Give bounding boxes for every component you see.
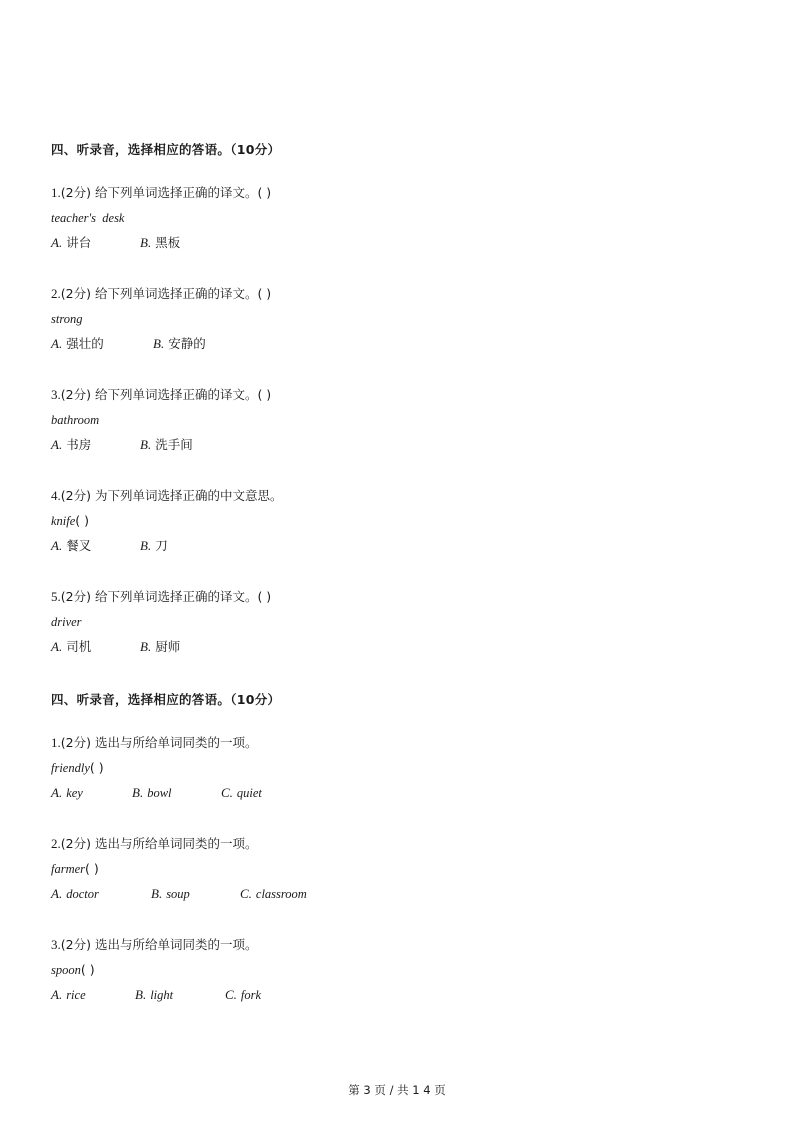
question-stem: [51, 385, 751, 410]
question-text: 给下列单词选择正确的译文。( ): [94, 589, 272, 604]
question-2: [51, 284, 751, 358]
question-number: 2.: [51, 286, 61, 301]
question-score: (2分): [60, 488, 91, 503]
options-row: [51, 233, 751, 257]
question-score: (2分): [60, 836, 91, 851]
option-letter: A.: [51, 437, 63, 452]
question-stem: [51, 733, 751, 758]
option-text: 厨师: [155, 639, 181, 654]
option-letter: A.: [51, 785, 63, 800]
option-a: [51, 435, 140, 455]
question-number: 3.: [51, 387, 61, 402]
option-text: 洗手间: [155, 437, 193, 452]
option-letter: B.: [140, 538, 152, 553]
options-row: [51, 435, 751, 459]
section-heading: 四、听录音，选择相应的答语。（10分）: [51, 142, 281, 157]
option-text: 安静的: [168, 336, 206, 351]
options-row: [51, 536, 751, 560]
option-text: 讲台: [66, 235, 92, 250]
option-text: key: [66, 786, 83, 800]
option-a: [51, 233, 140, 253]
option-letter: C.: [221, 785, 233, 800]
option-text: bowl: [147, 786, 172, 800]
option-letter: B.: [153, 336, 165, 351]
options-row: [51, 985, 751, 1009]
option-text: fork: [240, 988, 262, 1002]
question-stem: [51, 486, 751, 511]
question-word: [51, 758, 751, 783]
option-letter: A.: [51, 336, 63, 351]
question-stem: [51, 834, 751, 859]
option-letter: B.: [140, 639, 152, 654]
option-b: [135, 985, 225, 1005]
question-stem: [51, 284, 751, 309]
option-b: [140, 435, 193, 455]
option-text: 司机: [66, 639, 92, 654]
answer-blank: ( ): [75, 513, 90, 528]
answer-blank: ( ): [89, 760, 104, 775]
question-number: 1.: [51, 185, 61, 200]
option-b: [140, 536, 168, 556]
question-number: 5.: [51, 589, 61, 604]
option-letter: B.: [132, 785, 144, 800]
option-text: classroom: [255, 887, 307, 901]
question-number: 4.: [51, 488, 61, 503]
option-c: [240, 884, 307, 904]
question-text: 给下列单词选择正确的译文。( ): [94, 185, 272, 200]
options-row: [51, 334, 751, 358]
word-text: friendly: [51, 761, 90, 775]
option-c: [221, 783, 262, 803]
question-text: 选出与所给单词同类的一项。: [94, 836, 258, 851]
question-number: 1.: [51, 735, 61, 750]
word-text: spoon: [51, 963, 81, 977]
word-text: driver: [51, 615, 82, 629]
word-text: teacher's desk: [51, 211, 125, 225]
question-score: (2分): [60, 735, 91, 750]
section-heading: 四、听录音，选择相应的答语。（10分）: [51, 692, 281, 707]
option-text: 餐叉: [66, 538, 92, 553]
option-letter: A.: [51, 639, 63, 654]
question-3: [51, 385, 751, 459]
option-text: light: [150, 988, 174, 1002]
question-1: [51, 733, 751, 807]
option-text: doctor: [66, 887, 99, 901]
option-c: [225, 985, 261, 1005]
option-text: quiet: [236, 786, 262, 800]
question-text: 给下列单词选择正确的译文。( ): [94, 387, 272, 402]
option-b: [140, 637, 180, 657]
question-number: 3.: [51, 937, 61, 952]
question-stem: [51, 935, 751, 960]
question-text: 选出与所给单词同类的一项。: [94, 937, 258, 952]
option-letter: B.: [151, 886, 163, 901]
option-text: 黑板: [155, 235, 181, 250]
question-score: (2分): [60, 589, 91, 604]
question-score: (2分): [60, 937, 91, 952]
option-b: [151, 884, 240, 904]
question-1: [51, 183, 751, 257]
option-text: 书房: [66, 437, 92, 452]
option-a: [51, 637, 140, 657]
option-b: [140, 233, 180, 253]
option-letter: A.: [51, 886, 63, 901]
question-5: [51, 587, 751, 661]
question-score: (2分): [60, 387, 91, 402]
option-letter: A.: [51, 987, 63, 1002]
question-word: [51, 859, 751, 884]
question-word: [51, 612, 751, 637]
question-2: [51, 834, 751, 908]
question-text: 给下列单词选择正确的译文。( ): [94, 286, 272, 301]
option-a: [51, 536, 140, 556]
word-text: knife: [51, 514, 76, 528]
option-text: soup: [166, 887, 190, 901]
option-a: [51, 884, 151, 904]
option-text: rice: [66, 988, 86, 1002]
options-row: [51, 637, 751, 661]
question-stem: [51, 587, 751, 612]
word-text: farmer: [51, 862, 86, 876]
word-text: strong: [51, 312, 83, 326]
question-word: [51, 410, 751, 435]
question-3: [51, 935, 751, 1009]
option-letter: B.: [140, 437, 152, 452]
option-letter: B.: [140, 235, 152, 250]
option-a: [51, 334, 153, 354]
question-number: 2.: [51, 836, 61, 851]
question-word: [51, 511, 751, 536]
question-score: (2分): [60, 286, 91, 301]
option-text: 强壮的: [66, 336, 104, 351]
option-letter: C.: [225, 987, 237, 1002]
options-row: [51, 884, 751, 908]
question-word: [51, 960, 751, 985]
option-letter: B.: [135, 987, 147, 1002]
question-word: [51, 208, 751, 233]
option-letter: C.: [240, 886, 252, 901]
word-text: bathroom: [51, 413, 100, 427]
page-footer: 第 3 页 / 共 1 4 页: [348, 1083, 446, 1097]
question-4: [51, 486, 751, 560]
answer-blank: ( ): [80, 962, 95, 977]
question-word: [51, 309, 751, 334]
option-letter: A.: [51, 538, 63, 553]
question-score: (2分): [60, 185, 91, 200]
option-text: 刀: [155, 538, 168, 553]
question-text: 为下列单词选择正确的中文意思。: [94, 488, 283, 503]
answer-blank: ( ): [85, 861, 99, 876]
option-letter: A.: [51, 235, 63, 250]
question-stem: [51, 183, 751, 208]
question-text: 选出与所给单词同类的一项。: [94, 735, 258, 750]
option-b: [132, 783, 221, 803]
option-b: [153, 334, 206, 354]
option-a: [51, 783, 132, 803]
option-a: [51, 985, 135, 1005]
options-row: [51, 783, 751, 807]
